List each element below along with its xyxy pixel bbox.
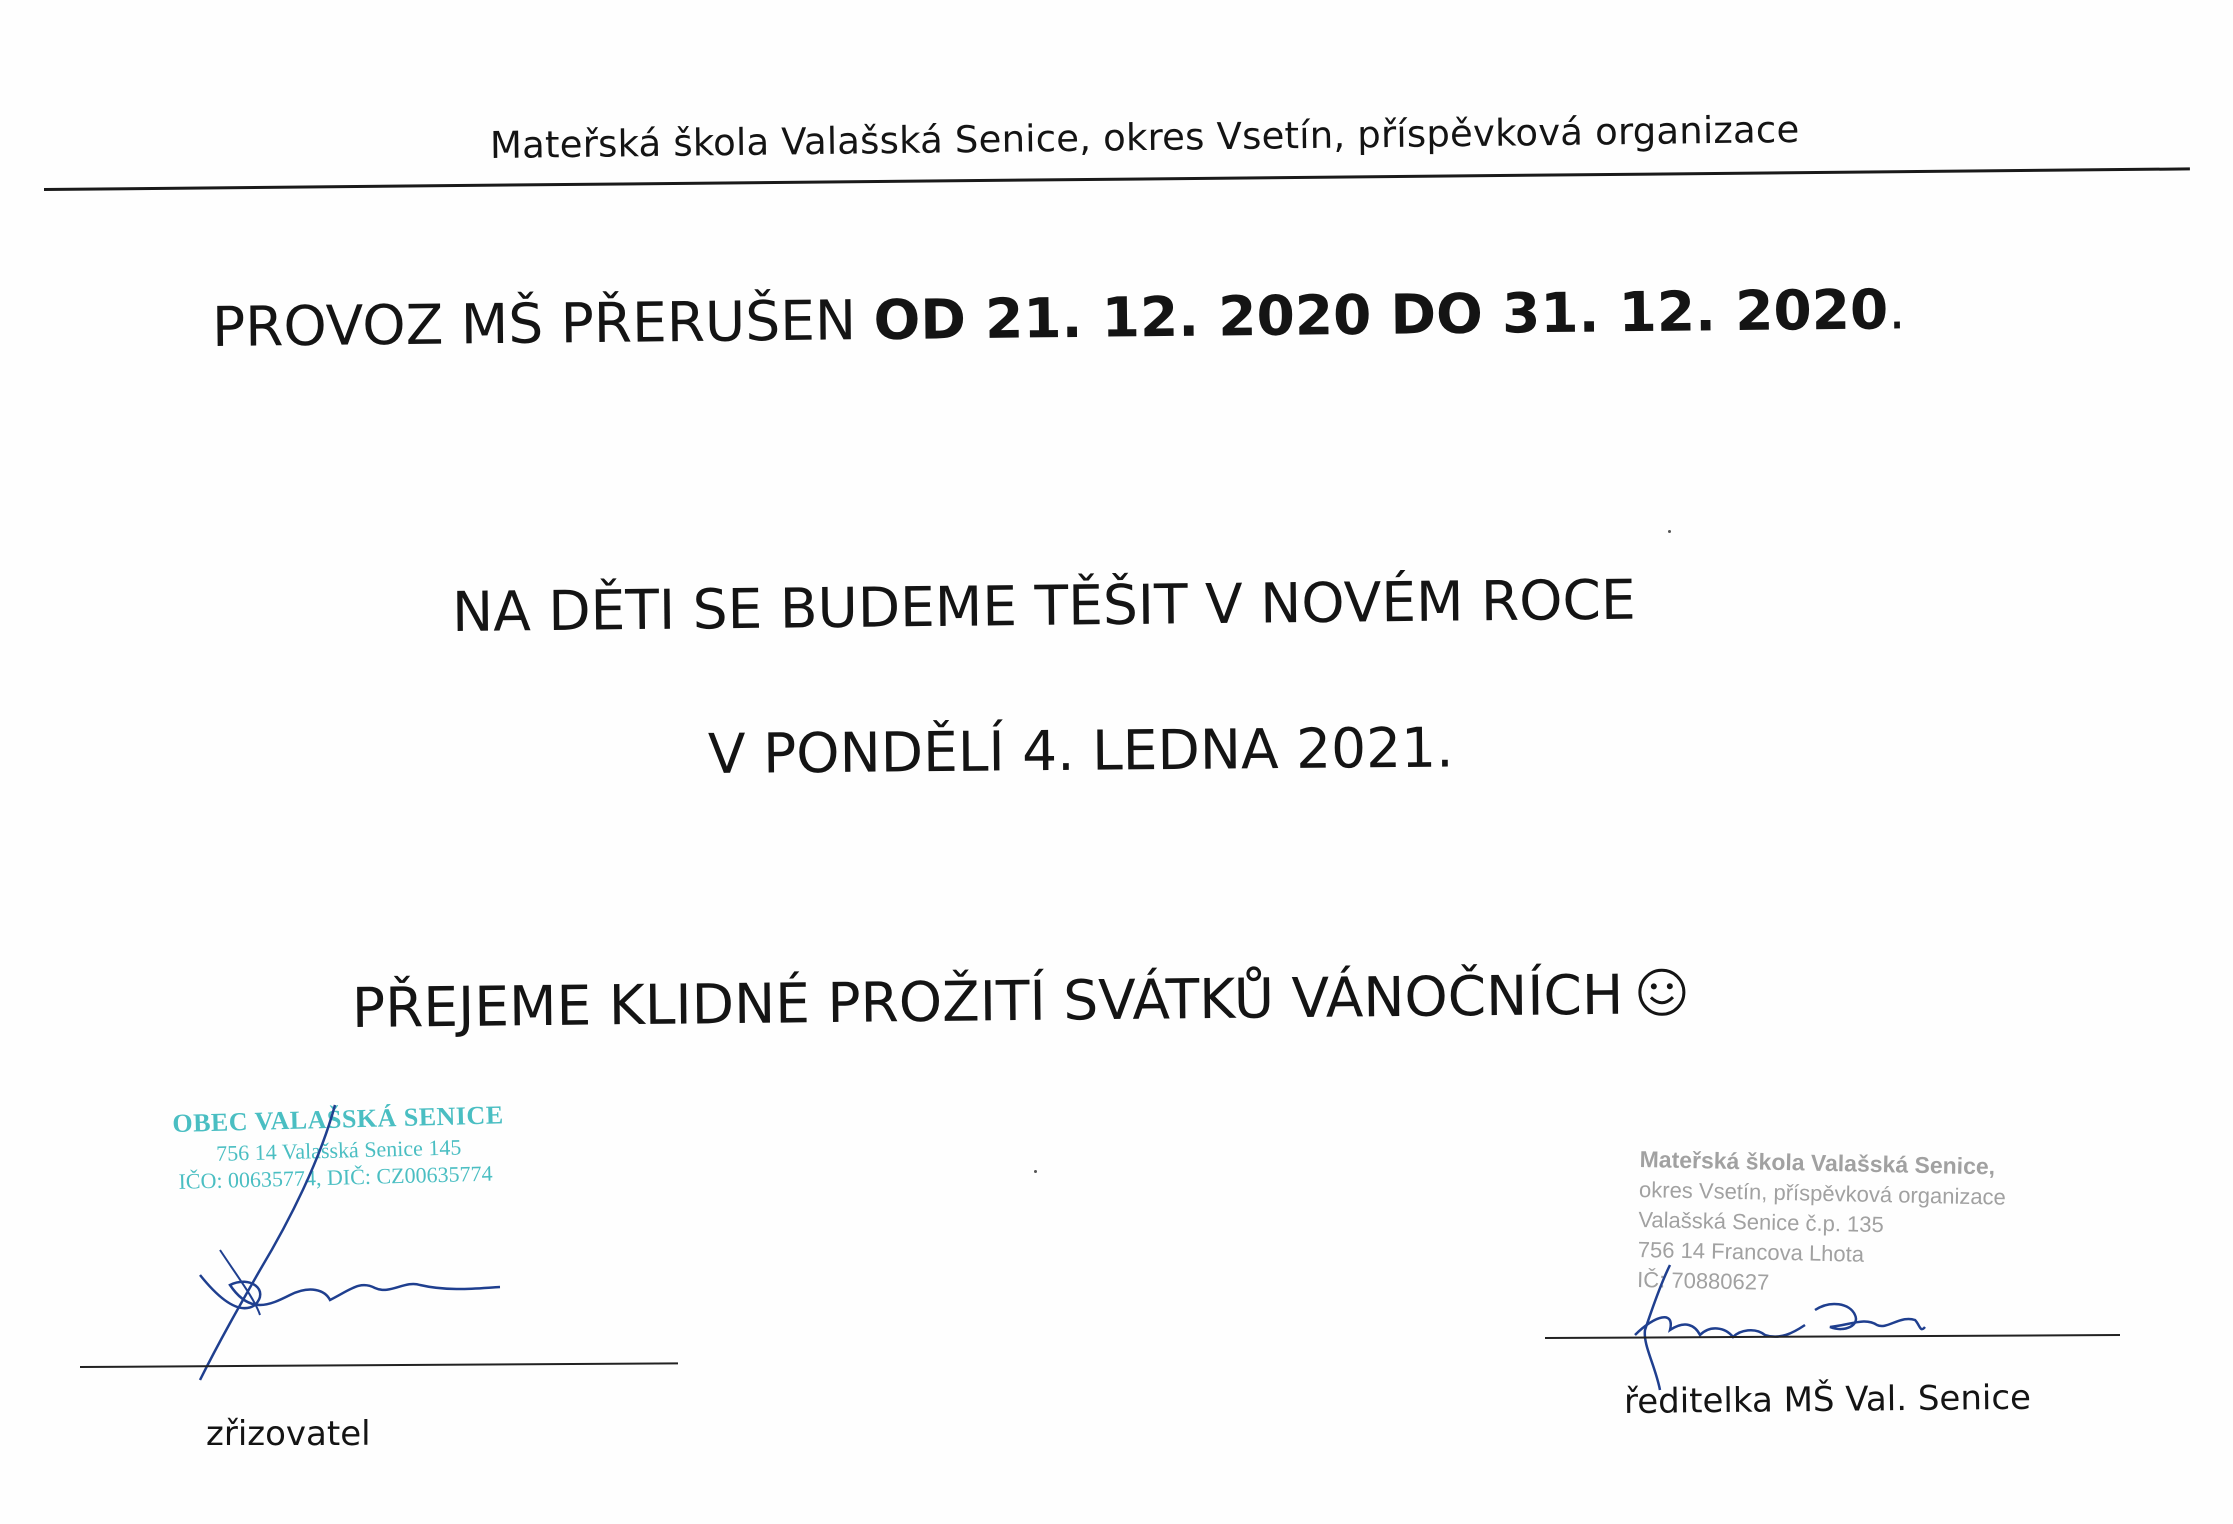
municipality-stamp-ids: IČO: 00635774, DIČ: CZ00635774 <box>178 1160 493 1194</box>
header-organization: Mateřská škola Valašská Senice, okres Vsetín, příspěvková organizace <box>489 108 1800 167</box>
director-signature-line <box>1545 1334 2120 1339</box>
director-label: ředitelka MŠ Val. Senice <box>1623 1377 2032 1422</box>
founder-signature-line <box>80 1362 678 1368</box>
closure-suffix: . <box>1887 277 1907 342</box>
closure-prefix: PROVOZ MŠ PŘERUŠEN <box>211 288 874 359</box>
notice-line-reopen-date: V PONDĚLÍ 4. LEDNA 2021. <box>707 715 1454 786</box>
municipality-stamp <box>172 1099 505 1195</box>
notice-line-new-year: NA DĚTI SE BUDEME TĚŠIT V NOVÉM ROCE <box>451 567 1636 644</box>
notice-line-closure <box>212 277 1906 359</box>
school-stamp-line-2: okres Vsetín, příspěvková organizace <box>1638 1177 2007 1210</box>
scan-speck <box>1034 1170 1037 1173</box>
school-stamp-line-4: 756 14 Francova Lhota <box>1637 1237 1865 1267</box>
school-stamp-line-3: Valašská Senice č.p. 135 <box>1638 1207 1885 1238</box>
school-stamp-line-1: Mateřská škola Valašská Senice, <box>1639 1145 1996 1180</box>
school-stamp-line-5: IČ: 70880627 <box>1636 1266 1770 1295</box>
founder-label: zřizovatel <box>206 1414 371 1454</box>
smiley-face-icon <box>1637 966 1688 1031</box>
closure-dates: OD 21. 12. 2020 DO 31. 12. 2020 <box>873 277 1889 353</box>
header-rule <box>44 167 2190 191</box>
notice-line-wishes <box>352 962 1688 1044</box>
municipality-stamp-title: OBEC VALAŠSKÁ SENICE <box>172 1100 504 1138</box>
scan-speck <box>1668 530 1671 533</box>
wishes-text: PŘEJEME KLIDNÉ PROŽITÍ SVÁTKŮ VÁNOČNÍCH <box>351 962 1624 1040</box>
municipality-stamp-address: 756 14 Valašská Senice 145 <box>215 1133 462 1166</box>
school-stamp <box>1637 1144 2007 1303</box>
